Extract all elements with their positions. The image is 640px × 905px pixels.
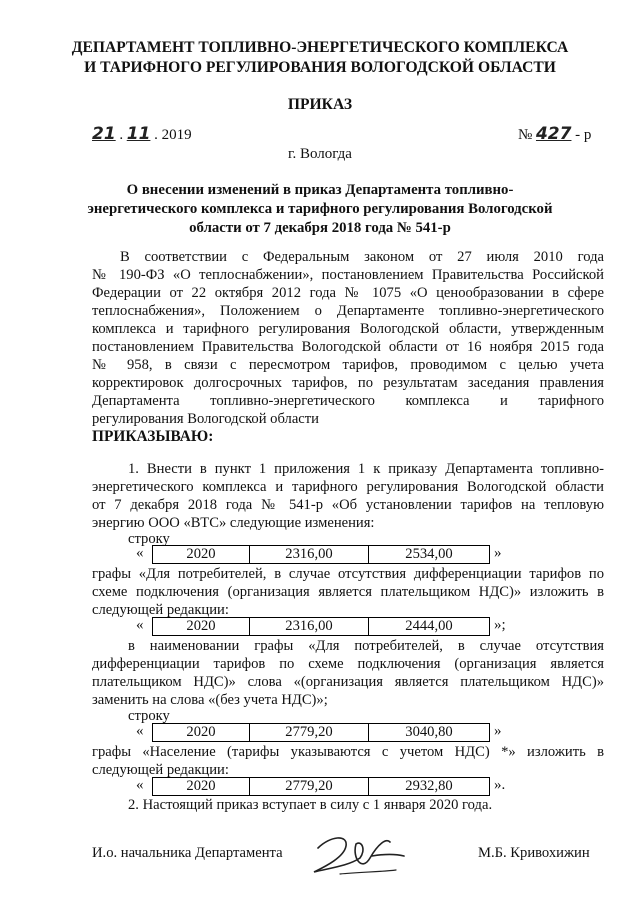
date-day: 21 [92, 124, 116, 144]
title-line: области от 7 декабря 2018 года № 541-р [189, 220, 451, 236]
order-word: ПРИКАЗЫВАЮ: [92, 428, 214, 445]
item1-line: 1. Внести в пункт 1 приложения 1 к приказу Департамента топливно- [128, 461, 604, 477]
graph2-line: следующей редакции: [92, 762, 229, 778]
tariff-table-3 [152, 723, 490, 742]
preamble-line: постановлением Правительства Вологодской области от 16 ноября 2015 года [92, 339, 604, 355]
number-value: 427 [535, 124, 572, 144]
rename-line: в наименовании графы «Для потребителей, в случае отсутствия [128, 638, 604, 654]
number-suffix: - р [575, 127, 592, 143]
item1-line: энергетического комплекса и тарифного регулирования Вологодской области [92, 479, 604, 495]
preamble-line: регулирования Вологодской области [92, 411, 319, 427]
city: г. Вологда [288, 146, 352, 162]
tariff-table-1 [152, 545, 490, 564]
signatory-name: М.Б. Кривохижин [478, 845, 590, 861]
tariff-table-4 [152, 777, 490, 796]
title-line: энергетического комплекса и тарифного регулирования Вологодской [87, 201, 553, 217]
preamble-line: № 958, в связи с пересмотром тарифов, проводимом с целью учета [92, 357, 604, 373]
preamble-line: комплекса и тарифного регулирования Вологодской области, утвержденным [92, 321, 604, 337]
quote-open: « [136, 617, 144, 633]
signatory-position: И.о. начальника Департамента [92, 845, 283, 861]
rename-line: заменить на слова «(без учета НДС)»; [92, 692, 328, 708]
preamble-line: корректировок долгосрочных тарифов, по результатам заседания правления [92, 375, 604, 391]
department-name-line2: И ТАРИФНОГО РЕГУЛИРОВАНИЯ ВОЛОГОДСКОЙ ОБЛАСТИ [84, 59, 556, 76]
table-cell-year: 2020 [153, 546, 250, 564]
doc-type: ПРИКАЗ [287, 96, 353, 113]
table-cell-value: 2779,20 [250, 778, 369, 796]
table-cell-value: 2316,00 [250, 546, 369, 564]
graph1-line: следующей редакции: [92, 602, 229, 618]
rename-line: дифференциации тарифов по схеме подключения (организация является [92, 656, 604, 672]
item1-line: энергию ООО «ВТС» следующие изменения: [92, 515, 375, 531]
department-name-line1: ДЕПАРТАМЕНТ ТОПЛИВНО-ЭНЕРГЕТИЧЕСКОГО КОМПЛЕКСА [71, 39, 569, 56]
preamble-line: Департамента топливно-энергетического комплекса и тарифного [92, 393, 604, 409]
table-cell-value: 2779,20 [250, 724, 369, 742]
table-cell-year: 2020 [153, 724, 250, 742]
table-cell-year: 2020 [153, 778, 250, 796]
order-date: 21 . 11 . 2019 [92, 124, 192, 144]
table-cell-value: 2932,80 [369, 778, 490, 796]
stroku-label: строку [128, 531, 170, 547]
order-title [0, 181, 640, 238]
table-cell-value: 3040,80 [369, 724, 490, 742]
preamble-line: Федерации от 22 октября 2012 года № 1075 «О ценообразовании в сфере [92, 285, 604, 301]
number-prefix: № [518, 127, 533, 143]
graph2-line: графы «Население (тарифы указываются с учетом НДС) *» изложить в [92, 744, 604, 760]
handwritten-signature [300, 828, 410, 878]
preamble-line: теплоснабжения», Положением о Департаменте топливно-энергетического [92, 303, 604, 319]
preamble-line: № 190-ФЗ «О теплоснабжении», постановлением Правительства Российской [92, 267, 604, 283]
item-2: 2. Настоящий приказ вступает в силу с 1 января 2020 года. [128, 797, 493, 813]
quote-close-dot: ». [494, 777, 506, 793]
graph1-line: графы «Для потребителей, в случае отсутствия дифференциации тарифов по [92, 566, 604, 582]
table-cell-value: 2534,00 [369, 546, 490, 564]
table-cell-year: 2020 [153, 618, 250, 636]
quote-open: « [136, 545, 144, 561]
quote-open: « [136, 723, 144, 739]
rename-line: плательщиком НДС)» слова «(организация является плательщиком НДС)» [92, 674, 604, 690]
tariff-table-2 [152, 617, 490, 636]
quote-close: » [494, 545, 502, 561]
date-year: . 2019 [154, 127, 192, 143]
quote-open: « [136, 777, 144, 793]
graph1-line: схеме подключения (организация является плательщиком НДС)» изложить в [92, 584, 604, 600]
order-number [518, 124, 591, 144]
preamble-line: В соответствии с Федеральным законом от 27 июля 2010 года [120, 249, 604, 265]
stroku-label: строку [128, 708, 170, 724]
quote-close-semicolon: »; [494, 617, 506, 633]
table-cell-value: 2316,00 [250, 618, 369, 636]
item1-line: от 7 декабря 2018 года № 541-р «Об установлении тарифов на тепловую [92, 497, 604, 513]
title-line: О внесении изменений в приказ Департамента топливно- [126, 182, 514, 198]
quote-close: » [494, 723, 502, 739]
table-cell-value: 2444,00 [369, 618, 490, 636]
date-month: 11 [126, 124, 151, 144]
